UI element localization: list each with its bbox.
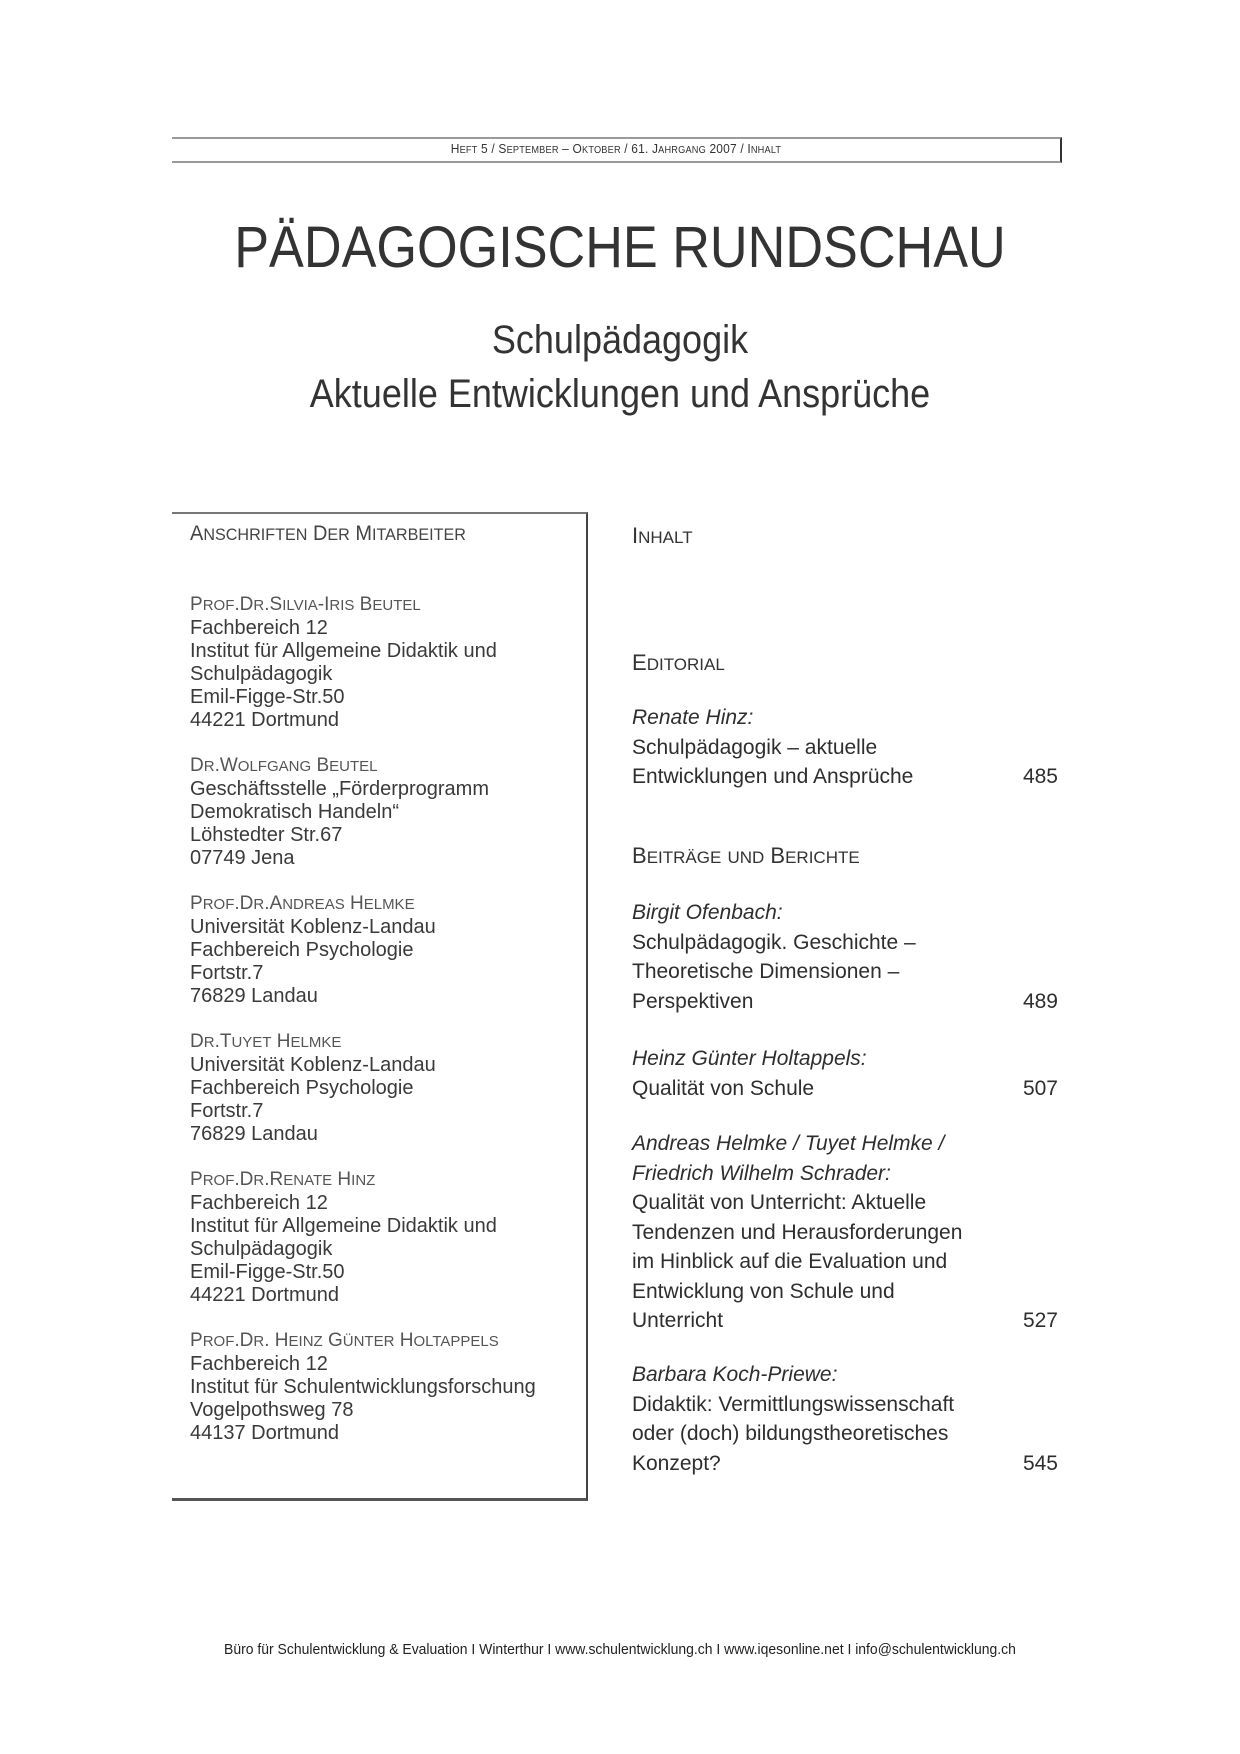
address-line: Institut für Schulentwicklungsforschung — [190, 1376, 536, 1398]
smallcaps-rest: EITRÄGE — [646, 848, 722, 867]
toc-entry-title-line: Schulpädagogik. Geschichte – — [632, 930, 916, 954]
smallcaps-initial: D — [312, 522, 328, 545]
toc-heading — [632, 523, 1058, 549]
smallcaps-rest: EUTEL — [329, 758, 378, 775]
smallcaps-rest: AHRGANG — [658, 145, 706, 156]
toc-entry-line — [632, 1390, 1058, 1420]
address-line: Fachbereich Psychologie — [190, 1077, 414, 1099]
smallcaps-rest: ERICHTE — [785, 848, 860, 867]
smallcaps-rest: ROF — [202, 597, 235, 614]
toc-entry-author: Renate Hinz: — [632, 706, 754, 729]
address-line: 44221 Dortmund — [190, 1284, 339, 1306]
smallcaps-initial: R — [269, 1169, 284, 1190]
smallcaps-rest: INZ — [351, 1172, 376, 1189]
toc-entry-title-line: Didaktik: Vermittlungswissenschaft — [632, 1392, 955, 1416]
address-line: 76829 Landau — [190, 1123, 318, 1145]
smallcaps-initial: D — [239, 1169, 254, 1190]
smallcaps-rest: NHALT — [638, 528, 693, 547]
smallcaps-initial: H — [276, 1031, 291, 1052]
smallcaps-rest: R — [203, 1034, 215, 1051]
toc-entry-title-line: Entwicklung von Schule und — [632, 1279, 895, 1303]
toc-entry[interactable] — [632, 703, 1058, 792]
toc-entry-line — [632, 1449, 1058, 1479]
address-entry — [190, 1030, 580, 1146]
toc-entry-line — [632, 957, 1058, 987]
smallcaps-initial: B — [632, 843, 647, 868]
smallcaps-rest: R — [253, 1333, 265, 1350]
smallcaps-initial: J — [651, 141, 659, 156]
issue-line — [208, 141, 1025, 156]
smallcaps-initial: S — [269, 594, 283, 615]
text-fragment: . — [214, 755, 220, 776]
text-fragment: . — [264, 893, 270, 914]
smallcaps-rest: ROF — [202, 896, 235, 913]
address-line: Universität Koblenz-Landau — [190, 916, 436, 938]
address-line: 07749 Jena — [190, 847, 295, 869]
address-line: Institut für Allgemeine Didaktik und — [190, 640, 497, 662]
text-fragment: 2007 / — [705, 141, 748, 156]
toc-entry-line — [632, 1419, 1058, 1449]
smallcaps-rest: NHALT — [750, 145, 782, 156]
smallcaps-initial: D — [239, 1330, 254, 1351]
toc-entry-title-line: Entwicklungen und Ansprüche — [632, 765, 914, 788]
smallcaps-rest: EFT — [459, 145, 478, 156]
toc-entry-page-number: 485 — [1022, 765, 1058, 788]
smallcaps-rest: ER — [327, 525, 350, 544]
toc-entry-title-line: Qualität von Unterricht: Aktuelle — [632, 1191, 927, 1214]
smallcaps-initial: O — [572, 141, 583, 156]
toc-entry-title-line: Theoretische Dimensionen – — [632, 960, 900, 983]
toc-entry-title-line: Schulpädagogik – aktuelle — [632, 735, 878, 759]
toc-entry[interactable] — [632, 898, 1058, 1016]
address-line: Fachbereich 12 — [190, 1353, 328, 1375]
contributor-name — [190, 754, 580, 778]
address-line: Fortstr.7 — [190, 1100, 264, 1122]
smallcaps-rest: R — [203, 758, 215, 775]
smallcaps-initial: I — [632, 523, 639, 548]
text-fragment: . — [214, 1031, 220, 1052]
contributor-name — [190, 892, 580, 916]
smallcaps-initial: S — [498, 141, 507, 156]
contributor-name — [190, 1030, 580, 1054]
text-fragment: . — [264, 1169, 270, 1190]
toc-entry-author: Barbara Koch-Priewe: — [632, 1363, 838, 1386]
toc-entry[interactable] — [632, 1129, 1058, 1336]
toc-entry-title-line: Perspektiven — [632, 989, 754, 1013]
toc-entry-line — [632, 762, 1058, 792]
smallcaps-rest: DITORIAL — [646, 655, 725, 674]
smallcaps-initial: I — [747, 141, 751, 156]
smallcaps-rest: ÜNTER — [342, 1333, 395, 1350]
address-line: 44221 Dortmund — [190, 709, 339, 731]
text-fragment: . — [234, 1330, 240, 1351]
toc-entry-page-number: 489 — [1022, 989, 1058, 1013]
address-line: Fachbereich Psychologie — [190, 939, 414, 961]
smallcaps-rest: EPTEMBER — [506, 145, 559, 156]
smallcaps-initial: D — [239, 893, 254, 914]
smallcaps-rest: EINZ — [288, 1333, 323, 1350]
toc-entry-title-line: oder (doch) bildungstheoretisches — [632, 1422, 949, 1445]
toc-entry-line — [632, 1074, 1058, 1104]
address-line: 76829 Landau — [190, 985, 318, 1007]
smallcaps-initial: A — [190, 522, 204, 545]
smallcaps-rest: ROF — [202, 1172, 235, 1189]
address-entry — [190, 1168, 580, 1307]
toc-entry-title-line: Konzept? — [632, 1451, 721, 1475]
smallcaps-rest: OLFGANG — [237, 758, 312, 775]
toc-entry-author: Andreas Helmke / Tuyet Helmke / — [632, 1132, 945, 1155]
toc-entry-line — [632, 1306, 1058, 1336]
address-entry — [190, 1329, 580, 1445]
toc-entry-line — [632, 987, 1058, 1017]
toc-entry-line — [632, 1277, 1058, 1307]
toc-entry-line — [632, 1218, 1058, 1248]
address-line: Löhstedter Str.67 — [190, 824, 343, 846]
smallcaps-initial: B — [316, 755, 330, 776]
smallcaps-initial: B — [359, 594, 373, 615]
toc-entry-line — [632, 733, 1058, 763]
smallcaps-initial: P — [190, 1169, 203, 1190]
smallcaps-initial: H — [349, 893, 364, 914]
smallcaps-initial: P — [190, 1330, 203, 1351]
addresses-list — [190, 593, 580, 1467]
smallcaps-initial: A — [269, 893, 283, 914]
toc-entry-line — [632, 1247, 1058, 1277]
address-entry — [190, 593, 580, 732]
smallcaps-rest: ELMKE — [363, 896, 415, 913]
text-fragment: . — [264, 1330, 275, 1351]
contributor-name — [190, 593, 580, 617]
toc-entry-title-line: im Hinblick auf die Evaluation und — [632, 1250, 948, 1273]
smallcaps-rest: ROF — [202, 1333, 235, 1350]
smallcaps-initial: D — [239, 594, 254, 615]
smallcaps-rest: OLTAPPELS — [413, 1333, 499, 1350]
toc-entry-author: Birgit Ofenbach: — [632, 901, 783, 924]
smallcaps-initial: H — [399, 1330, 414, 1351]
smallcaps-initial: H — [337, 1169, 352, 1190]
smallcaps-rest: KTOBER — [582, 145, 621, 156]
address-line: 44137 Dortmund — [190, 1422, 339, 1444]
smallcaps-rest: ILVIA — [282, 597, 318, 614]
toc-entry-line — [632, 1188, 1058, 1218]
smallcaps-initial: D — [190, 755, 204, 776]
text-fragment: . — [264, 594, 270, 615]
smallcaps-initial: P — [190, 893, 203, 914]
issue-topic: Schulpädagogik — [491, 318, 749, 362]
smallcaps-word: UND — [727, 848, 765, 867]
journal-title: PÄDAGOGISCHE RUNDSCHAU — [234, 215, 1006, 280]
address-line: Emil-Figge-Str.50 — [190, 686, 345, 708]
smallcaps-initial: H — [450, 141, 460, 156]
smallcaps-initial: G — [327, 1330, 343, 1351]
toc-entry-title-line: Qualität von Schule — [632, 1076, 815, 1100]
text-fragment: 5 / — [477, 141, 499, 156]
toc-section-beitraege — [632, 843, 1058, 869]
smallcaps-rest: R — [253, 597, 265, 614]
footer-contact: Büro für Schulentwicklung & Evaluation I Winterthur I www.schulentwicklung.ch I www.iqesonline.net I info@schulentwicklung.ch — [224, 1641, 1016, 1658]
smallcaps-initial: W — [219, 755, 238, 776]
toc-entry-page-number: 545 — [1022, 1451, 1058, 1475]
text-fragment: – — [558, 141, 573, 156]
toc-section-editorial — [632, 650, 1058, 676]
toc-entry[interactable] — [632, 1044, 1058, 1103]
toc-entry-title-line: Unterricht — [632, 1309, 724, 1332]
smallcaps-initial: D — [190, 1031, 204, 1052]
issue-topic-subtitle: Aktuelle Entwicklungen und Ansprüche — [309, 372, 931, 416]
text-fragment: . — [234, 594, 240, 615]
contributor-name — [190, 1168, 580, 1192]
smallcaps-rest: ENATE — [283, 1172, 333, 1189]
toc-entry-page-number: 507 — [1022, 1076, 1058, 1100]
address-line: Schulpädagogik — [190, 663, 333, 685]
smallcaps-initial: T — [219, 1031, 232, 1052]
smallcaps-rest: NSCHRIFTEN — [203, 525, 308, 544]
address-line: Universität Koblenz-Landau — [190, 1054, 436, 1076]
address-line: Vogelpothsweg 78 — [190, 1399, 354, 1421]
smallcaps-initial: M — [355, 522, 372, 545]
toc-entry-author: Friedrich Wilhelm Schrader: — [632, 1161, 891, 1185]
smallcaps-initial: I — [324, 594, 330, 615]
address-line: Fortstr.7 — [190, 962, 264, 984]
smallcaps-rest: RIS — [329, 597, 355, 614]
smallcaps-initial: B — [770, 843, 786, 868]
toc-entry-page-number: 527 — [1022, 1309, 1058, 1332]
text-fragment: / 61. — [620, 141, 652, 156]
address-line: Demokratisch Handeln“ — [190, 801, 399, 823]
addresses-heading — [190, 522, 466, 546]
address-line: Geschäftsstelle „Förderprogramm — [190, 778, 489, 800]
smallcaps-rest: NDREAS — [282, 896, 345, 913]
address-line: Schulpädagogik — [190, 1238, 333, 1260]
toc-entry-line — [632, 928, 1058, 958]
smallcaps-rest: UYET — [231, 1034, 272, 1051]
address-entry — [190, 892, 580, 1008]
address-line: Fachbereich 12 — [190, 617, 328, 639]
text-fragment: . — [234, 1169, 240, 1190]
smallcaps-rest: ELMKE — [290, 1034, 342, 1051]
smallcaps-rest: R — [253, 896, 265, 913]
text-fragment: . — [234, 893, 240, 914]
address-entry — [190, 754, 580, 870]
address-line: Fachbereich 12 — [190, 1192, 328, 1214]
smallcaps-initial: E — [632, 650, 647, 675]
smallcaps-rest: ITARBEITER — [371, 525, 466, 544]
toc-entry-author: Heinz Günter Holtappels: — [632, 1047, 867, 1070]
smallcaps-rest: R — [253, 1172, 265, 1189]
contributor-name — [190, 1329, 580, 1353]
smallcaps-initial: P — [190, 594, 203, 615]
text-fragment: - — [317, 594, 325, 615]
smallcaps-initial: H — [274, 1330, 289, 1351]
address-line: Emil-Figge-Str.50 — [190, 1261, 345, 1283]
toc-entry-title-line: Tendenzen und Herausforderungen — [632, 1220, 963, 1244]
smallcaps-rest: EUTEL — [372, 597, 421, 614]
address-line: Institut für Allgemeine Didaktik und — [190, 1215, 497, 1237]
toc-entry[interactable] — [632, 1360, 1058, 1478]
